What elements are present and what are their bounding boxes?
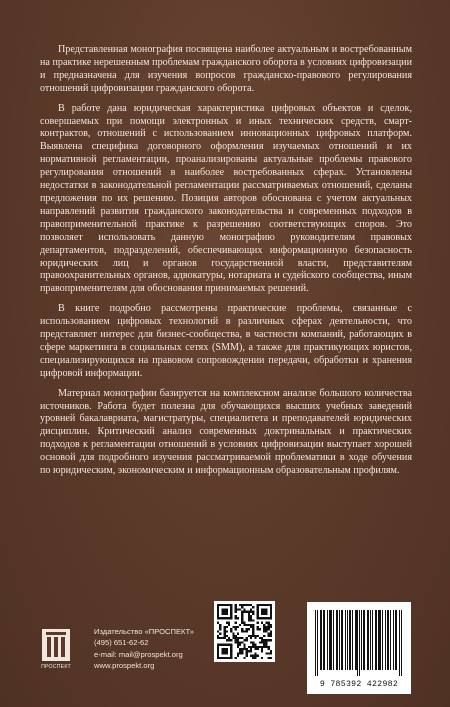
- publisher-name: Издательство «ПРОСПЕКТ»: [94, 627, 195, 636]
- publisher-logo-text: ПРОСПЕКТ: [41, 664, 71, 670]
- publisher-website: www.prospekt.org: [94, 660, 155, 670]
- isbn-digits: 9 785392 422982: [319, 680, 399, 689]
- publisher-logo: [39, 628, 73, 672]
- paragraph-3: В книге подробно рассмотрены практические проблемы, связанные с использованием цифровых технологий в различных сферах деятельности, что представляет интерес для бизнес-сообщества, в частности компаний, работающих в сфере маркетинга в социальных сетях (SMM), а также для практикующих юристов, специализирующихся на правовом сопровождении передачи, обработки и хранения цифровой информации.: [40, 303, 412, 379]
- paragraph-1: Представленная монография посвящена наиболее актуальным и востребованным на практике нерешенным проблемам гражданского оборота в условиях цифровизации и предназначена для изучения вопросов гражданско-правового регулирования отношений цифровизации гражданского оборота.: [40, 44, 412, 94]
- column-building-icon: [41, 628, 71, 662]
- cover-footer: [0, 588, 450, 707]
- annotation-text: [40, 44, 412, 485]
- qr-code-icon: [214, 601, 275, 662]
- publisher-info: [94, 626, 224, 671]
- paragraph-2: В работе дана юридическая характеристика цифровых объектов и сделок, совершаемых при помощи электронных и иных технических средств, смарт-контрактов, отношений с использованием инновационных цифровых платформ. Выявлена специфика договорного оформления изучаемых отношений и их нормативной регламентации, проанализированы актуальные проблемы правового регулирования отношений в наиболее востребованных сферах. Установлены недостатки в законодательной регламентации рассматриваемых отношений, сделаны предложения по их решению. Позиция авторов обоснована с учетом актуальных направлений развития гражданского законодательства и современных подходов в правоприменительной практике к разрешению соответствующих споров. Это позволяет использовать данную монографию руководителям правовых департаментов, подразделений, обеспечивающих информационную безопасность юридических лиц и органов государственной власти, представителям правоохранительных органов, адвокатуры, нотариата и судейского сообщества, иным правоприменителям для обоснования принимаемых решений.: [40, 102, 412, 295]
- isbn-barcode: [307, 602, 411, 694]
- paragraph-4: Материал монографии базируется на комплексном анализе большого количества источников. Работа будет полезна для обучающихся высших учебных заведений уровней бакалавриата, магистратуры, специалитета и преподавателей юридических дисциплин. Критический анализ современных доктринальных и практических подходов к регламентации отношений в условиях цифровизации выступает хорошей основой для подробного изучения рассматриваемой проблематики в ходе обучения по юридическим, экономическим и информационным образовательным профилям.: [40, 387, 412, 477]
- publisher-phone: (495) 651-62-62: [94, 638, 149, 648]
- publisher-email: e-mail: mail@prospekt.org: [94, 649, 183, 659]
- barcode-icon: [315, 610, 403, 676]
